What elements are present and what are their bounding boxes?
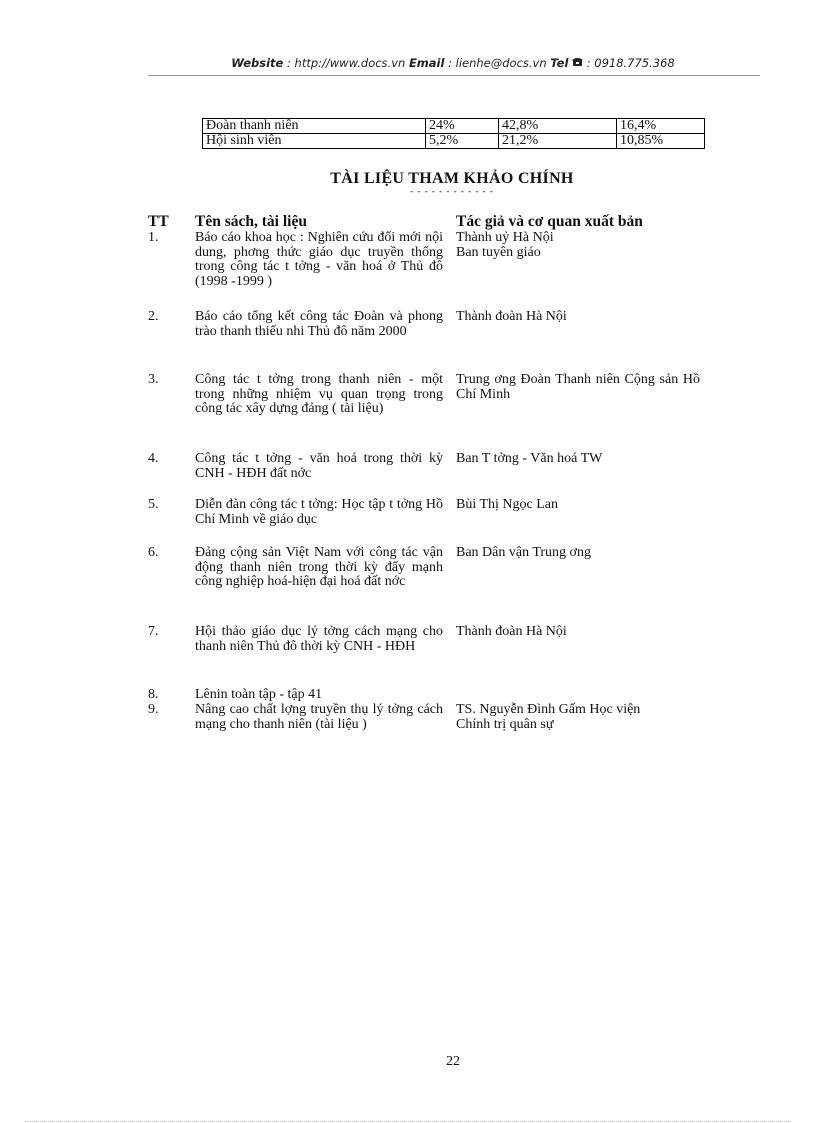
reference-number: 5. xyxy=(148,497,159,512)
reference-author: Thành uỷ Hà Nội Ban tuyên giáo xyxy=(456,230,554,260)
table-row xyxy=(203,119,705,134)
reference-number: 7. xyxy=(148,624,159,639)
table-cell: 24% xyxy=(426,119,499,134)
reference-number: 4. xyxy=(148,451,159,466)
column-header-tt: TT xyxy=(148,213,169,230)
table-cell: 10,85% xyxy=(617,134,705,149)
reference-title: Nâng cao chất lợng truyền thụ lý tởng cách mạng cho thanh niên (tài liệu ) xyxy=(195,702,443,732)
reference-number: 2. xyxy=(148,309,159,324)
section-title: TÀI LIỆU THAM KHẢO CHÍNH xyxy=(330,170,574,187)
email-address[interactable]: : lienhe@docs.vn xyxy=(444,56,551,70)
tel-label: Tel xyxy=(550,56,569,70)
page-number: 22 xyxy=(446,1054,460,1069)
reference-title: Đảng cộng sản Việt Nam với công tác vận động thanh niên trong thời kỳ đẩy mạnh công nghiệp hoá-hiện đại hoá đất nớc xyxy=(195,545,443,589)
page-bottom-border xyxy=(25,1121,791,1122)
column-header-name: Tên sách, tài liệu xyxy=(195,213,307,230)
reference-title: Công tác t tởng trong thanh niên - một trong những nhiệm vụ quan trọng trong công tác xây dựng đảng ( tài liệu) xyxy=(195,372,443,416)
reference-title: Báo cáo tổng kết công tác Đoàn và phong trào thanh thiếu nhi Thủ đô năm 2000 xyxy=(195,309,443,339)
title-underline-dashes: - - - - - - - - - - - - xyxy=(410,186,494,196)
reference-author: Ban T tởng - Văn hoá TW xyxy=(456,451,603,466)
email-label: Email xyxy=(408,56,445,70)
table-cell: 21,2% xyxy=(499,134,617,149)
reference-number: 6. xyxy=(148,545,159,560)
reference-title: Công tác t tởng - văn hoá trong thời kỳ CNH - HĐH đất nớc xyxy=(195,451,443,481)
reference-title: Lênin toàn tập - tập 41 xyxy=(195,687,323,702)
header-divider xyxy=(148,75,760,76)
reference-author: Thành đoàn Hà Nội xyxy=(456,624,567,639)
reference-number: 3. xyxy=(148,372,159,387)
table-cell: 5,2% xyxy=(426,134,499,149)
page-header xyxy=(148,56,758,70)
reference-author: Ban Dân vận Trung ơng xyxy=(456,545,591,560)
reference-number: 9. xyxy=(148,702,159,717)
tel-number: : 0918.775.368 xyxy=(583,56,675,70)
stats-table xyxy=(202,118,705,149)
reference-author: Bùi Thị Ngọc Lan xyxy=(456,497,559,512)
reference-author: TS. Nguyễn Đình Gấm Học viện Chính trị quân sự xyxy=(456,702,641,732)
reference-title: Diễn đàn công tác t tởng: Học tập t tởng Hồ Chí Minh về giáo dục xyxy=(195,497,443,527)
phone-icon xyxy=(572,56,583,70)
reference-title: Báo cáo khoa học : Nghiên cứu đổi mới nội dung, phơng thức giáo dục truyền thống trong công tác t tởng - văn hoá ở Thủ đô (1998 -1999 ) xyxy=(195,230,443,289)
reference-title: Hội thảo giáo dục lý tởng cách mạng cho thanh niên Thủ đô thời kỳ CNH - HĐH xyxy=(195,624,443,654)
table-cell: 42,8% xyxy=(499,119,617,134)
column-header-author: Tác giả và cơ quan xuất bản xyxy=(456,213,643,230)
website-url[interactable]: : http://www.docs.vn xyxy=(283,56,409,70)
table-cell: Đoàn thanh niên xyxy=(203,119,426,134)
reference-author: Trung ơng Đoàn Thanh niên Cộng sản Hồ Chí Minh xyxy=(456,372,700,402)
table-cell: 16,4% xyxy=(617,119,705,134)
table-cell: Hội sinh viên xyxy=(203,134,426,149)
reference-number: 1. xyxy=(148,230,159,245)
website-label: Website xyxy=(231,56,284,70)
reference-number: 8. xyxy=(148,687,159,702)
reference-author: Thành đoàn Hà Nội xyxy=(456,309,567,324)
table-row xyxy=(203,134,705,149)
